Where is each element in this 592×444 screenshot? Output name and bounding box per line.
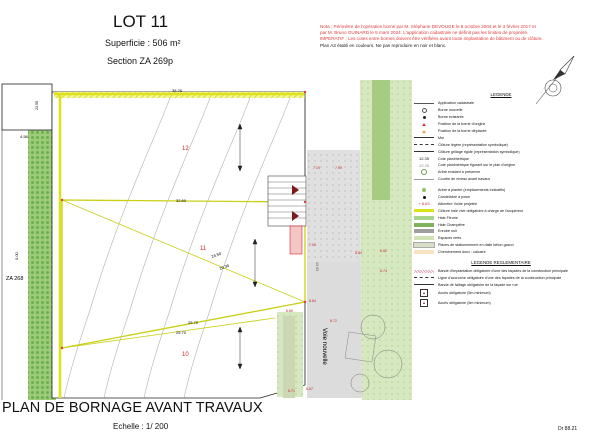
- legend-row: Accès obligatoire (5m minimum): [413, 288, 589, 298]
- line-thick-icon: [413, 275, 435, 281]
- lot-10-label: 10: [182, 352, 189, 358]
- legend-row: Mur: [413, 134, 589, 141]
- triangle-icon: [413, 121, 435, 127]
- lot-11-label: 11: [200, 246, 207, 252]
- lot-title: LOT 11: [113, 12, 169, 31]
- legend-row: Application cadastrale: [413, 100, 589, 107]
- legend-row: Haie Fleurie: [413, 214, 589, 221]
- access-block: [268, 176, 306, 226]
- lot-section: Section ZA 269p: [107, 56, 174, 66]
- wall-icon: [413, 135, 435, 141]
- legend-row: Espaces verts: [413, 235, 589, 242]
- dim-r11: 7.00: [309, 243, 316, 247]
- legend-row: Places de stationnement en dalle béton gazon: [413, 242, 589, 249]
- legend-row: Borne existante: [413, 114, 589, 121]
- dim-d4: 24.50: [210, 250, 222, 259]
- legend-row: Bande d'implantation obligatoire d'une des façades de la construction principale: [413, 268, 589, 275]
- access-icon: [413, 300, 435, 306]
- dimension-orig-icon: 12.35: [418, 162, 429, 168]
- note-line-1: Nota : Périmètre de l'opération borné par M. Stéphane DEVOUGE le 5 octobre 2004 et le 3 février 2017 et: [320, 24, 536, 29]
- lot-surface: Superficie : 506 m²: [105, 38, 181, 48]
- legend-row: Arbre existant à préserver: [413, 169, 589, 176]
- dim-left-strip: 0.00: [14, 252, 19, 260]
- ridge-icon: [413, 282, 435, 288]
- dim-d1: 32.60: [176, 198, 187, 203]
- dim-r4: 6.52: [380, 249, 387, 253]
- dim-r5: 6.74: [380, 269, 387, 273]
- swatch: [413, 228, 435, 234]
- note-line-4: Plan A3 établi en couleurs. Ne pas reproduire en noir et blanc.: [320, 42, 447, 48]
- legend-row: Arbre à planter (emplacements indicatifs): [413, 187, 589, 194]
- legend-row: Enrobé noir: [413, 228, 589, 235]
- legend-regl-title: LEGENDE REGLEMENTAIRE: [471, 259, 531, 265]
- legend-row: Clôture légère (représentation symbolique): [413, 141, 589, 148]
- dim-box-w: 4.58: [20, 134, 28, 139]
- swatch: [413, 249, 435, 255]
- dim-box-h: 23.55: [35, 101, 39, 110]
- dim-r2: 7.09: [335, 166, 342, 170]
- dim-r7: 6.80: [286, 309, 293, 313]
- hedge-swatch: [413, 208, 435, 214]
- circle-icon: [413, 107, 435, 113]
- legend-row: Clôture haie vive obligatoire à charge de l'acquéreur: [413, 207, 589, 214]
- swatch: [413, 215, 435, 221]
- dim-r6: 6.84: [309, 299, 316, 303]
- legend-row: 12.35 Cote planimétrique: [413, 155, 589, 162]
- legend-row: Position de la borne déplacée: [413, 128, 589, 135]
- meter-box: [290, 226, 302, 254]
- tree-plant-icon: [413, 187, 435, 193]
- dim-d2: 25.70: [188, 320, 199, 325]
- dim-top: 38.26: [172, 88, 183, 93]
- contour-icon: [413, 176, 435, 182]
- dim-r3: 6.84: [355, 251, 362, 255]
- legend-row: 12.35 Cote planimétrique figurant sur le plan d'origine: [413, 162, 589, 169]
- line-icon: [413, 100, 435, 106]
- dim-d5: 20.30: [218, 262, 230, 271]
- legend-row: Haie Champêtre: [413, 221, 589, 228]
- altimeter-icon: + 6.63: [418, 201, 430, 207]
- swatch: [413, 235, 435, 241]
- dim-r8: 6.72: [330, 319, 337, 323]
- road-label: Voie nouvelle: [321, 328, 328, 365]
- dim-r9: 6.71: [288, 389, 295, 393]
- dimension-icon: 12.35: [418, 156, 429, 162]
- swatch: [413, 242, 435, 248]
- plan-title: PLAN DE BORNAGE AVANT TRAVAUX: [2, 400, 263, 416]
- dim-d3: 25.70: [176, 330, 187, 335]
- lot-12-label: 12: [182, 146, 189, 152]
- parcel-label: ZA 268: [6, 276, 24, 282]
- dim-r12: 13.93: [315, 262, 319, 271]
- dim-r10: 6.67: [306, 387, 313, 391]
- swatch: [413, 222, 435, 228]
- band-icon: [413, 268, 435, 274]
- cadastral-plan: [0, 80, 412, 400]
- fence-icon: [413, 142, 435, 148]
- note-line-2: par M. Bruno GUINARD le 5 mars 2024. L'application cadastrale ne définit pas les limites de propriété.: [320, 30, 529, 36]
- legend-row: Position de la borne d'origine: [413, 121, 589, 128]
- plan-scale: Echelle : 1/ 200: [113, 422, 169, 431]
- legend-row: Borne nouvelle: [413, 107, 589, 114]
- plan-ref: Dr 88.21: [558, 426, 578, 432]
- legend-row: Courbe de niveau avant travaux: [413, 176, 589, 183]
- legend-row: Cheminement doux : calcaire: [413, 249, 589, 256]
- legend-row: Clôture grillage rigide (représentation symbolique): [413, 148, 589, 155]
- legend-row: Bande de faîtage obligatoire de la façade sur rue: [413, 281, 589, 288]
- triangle-icon: [413, 128, 435, 134]
- legend-row: Accès obligatoire (5m minimum): [413, 298, 589, 308]
- tree-icon: [413, 169, 435, 175]
- notes-block: [320, 24, 582, 49]
- dot-icon: [413, 114, 435, 120]
- legend-row: Candélabre à poser: [413, 194, 589, 201]
- legend-row: + 6.63 Altimètre Voirie projetée: [413, 200, 589, 207]
- legend-panel: [413, 90, 589, 308]
- dim-r1: 7.19: [313, 166, 320, 170]
- lamp-icon: [413, 194, 435, 200]
- legend-title: LEGENDE: [490, 92, 512, 97]
- legend-row: Ligne d'accroche obligatoire d'une des façades de la construction principale: [413, 274, 589, 281]
- access-icon: [413, 290, 435, 296]
- note-line-3: IMPERATIF : Les cotes entre bornes doivent être vérifiées avant toute implantation de bâtiment ou de clôture.: [320, 36, 543, 42]
- fence-rigid-icon: [413, 149, 435, 155]
